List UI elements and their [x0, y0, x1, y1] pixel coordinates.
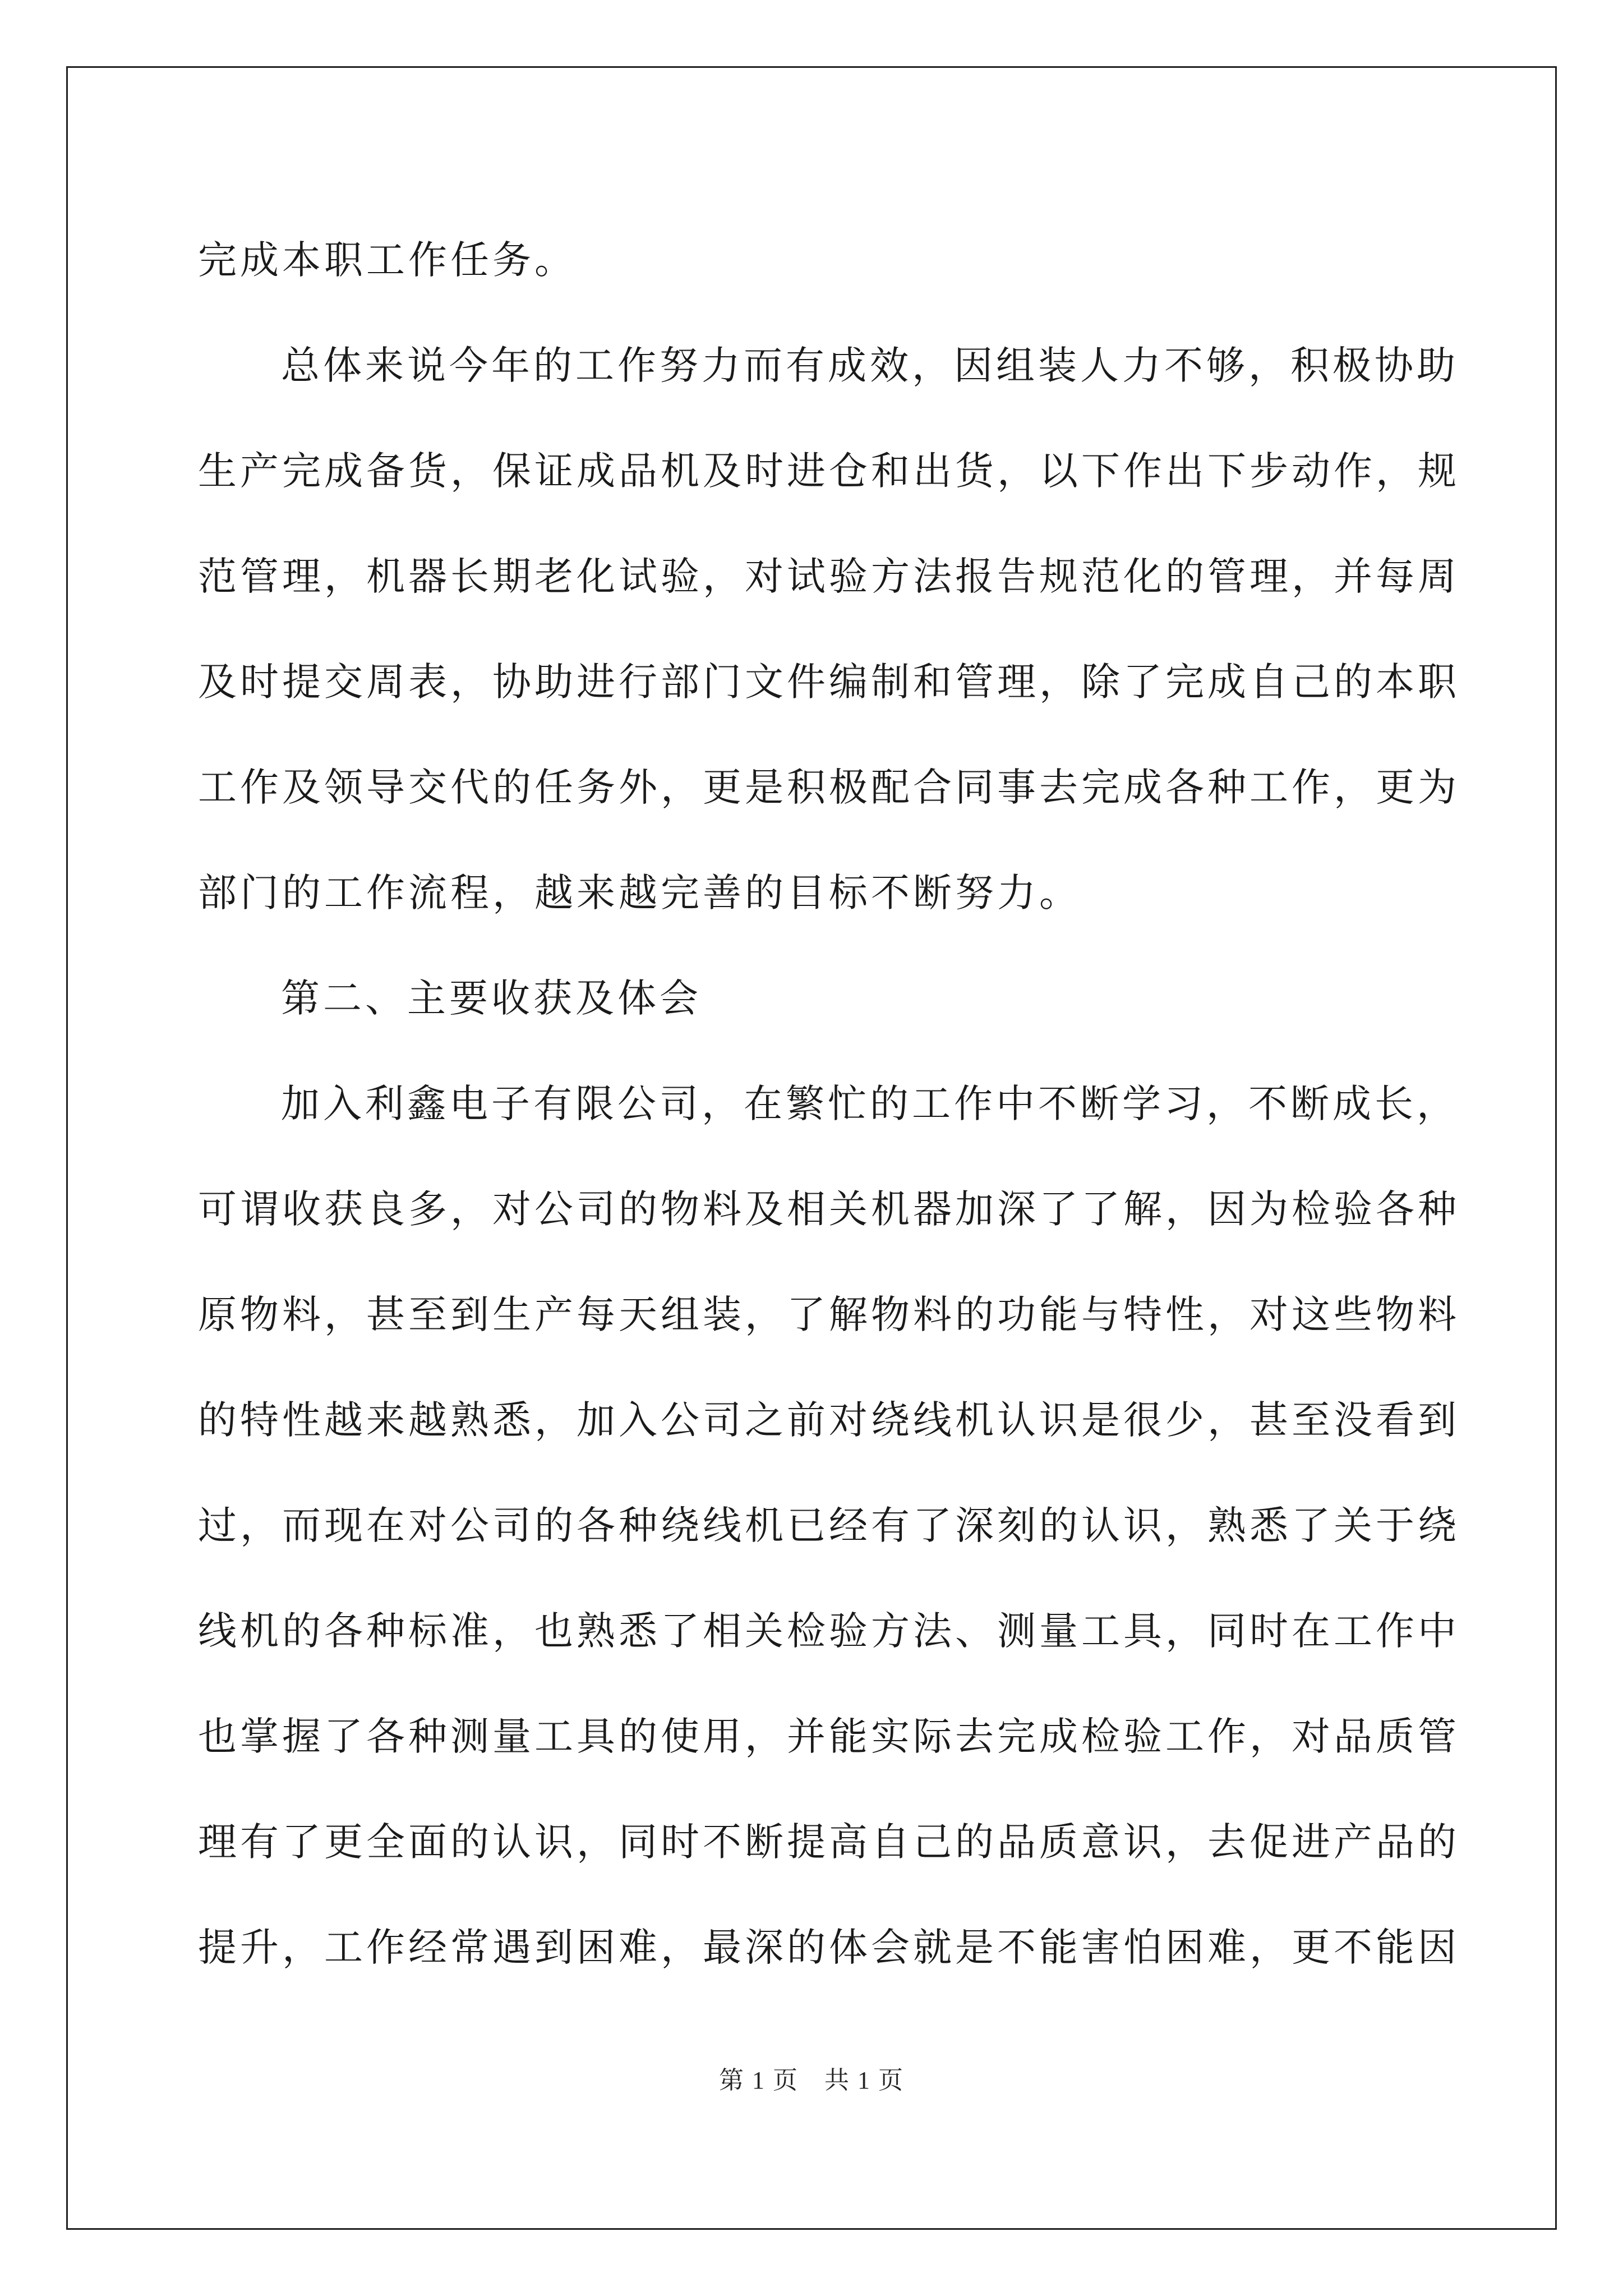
- body-line: 过，而现在对公司的各种绕线机已经有了深刻的认识，熟悉了关于绕: [198, 1503, 1460, 1548]
- body-line: 总体来说今年的工作努力而有成效，因组装人力不够，积极协助: [281, 343, 1459, 388]
- body-line: 工作及领导交代的任务外，更是积极配合同事去完成各种工作，更为: [198, 765, 1460, 810]
- body-line: 生产完成备货，保证成品机及时进仓和出货，以下作出下步动作，规: [198, 449, 1460, 494]
- body-line: 也掌握了各种测量工具的使用，并能实际去完成检验工作，对品质管: [198, 1714, 1460, 1759]
- body-line: 的特性越来越熟悉，加入公司之前对绕线机认识是很少，甚至没看到: [198, 1398, 1460, 1443]
- body-line: 完成本职工作任务。: [198, 238, 577, 283]
- body-line: 及时提交周表，协助进行部门文件编制和管理，除了完成自己的本职: [198, 660, 1460, 705]
- body-line: 提升，工作经常遇到困难，最深的体会就是不能害怕困难，更不能因: [198, 1925, 1460, 1970]
- body-line: 线机的各种标准，也熟悉了相关检验方法、测量工具，同时在工作中: [198, 1609, 1460, 1654]
- body-line: 可谓收获良多，对公司的物料及相关机器加深了了解，因为检验各种: [198, 1187, 1460, 1232]
- page-footer: 第 1 页 共 1 页: [719, 2067, 904, 2094]
- body-line: 原物料，甚至到生产每天组装，了解物料的功能与特性，对这些物料: [198, 1292, 1460, 1337]
- document-body: [198, 208, 1460, 2000]
- body-line: 理有了更全面的认识，同时不断提高自己的品质意识，去促进产品的: [198, 1820, 1460, 1865]
- section-heading: 第二、主要收获及体会: [281, 976, 702, 1021]
- body-line: 范管理，机器长期老化试验，对试验方法报告规范化的管理，并每周: [198, 554, 1460, 599]
- body-line: 加入利鑫电子有限公司，在繁忙的工作中不断学习，不断成长，: [281, 1082, 1459, 1126]
- body-line: 部门的工作流程，越来越完善的目标不断努力。: [198, 871, 1081, 915]
